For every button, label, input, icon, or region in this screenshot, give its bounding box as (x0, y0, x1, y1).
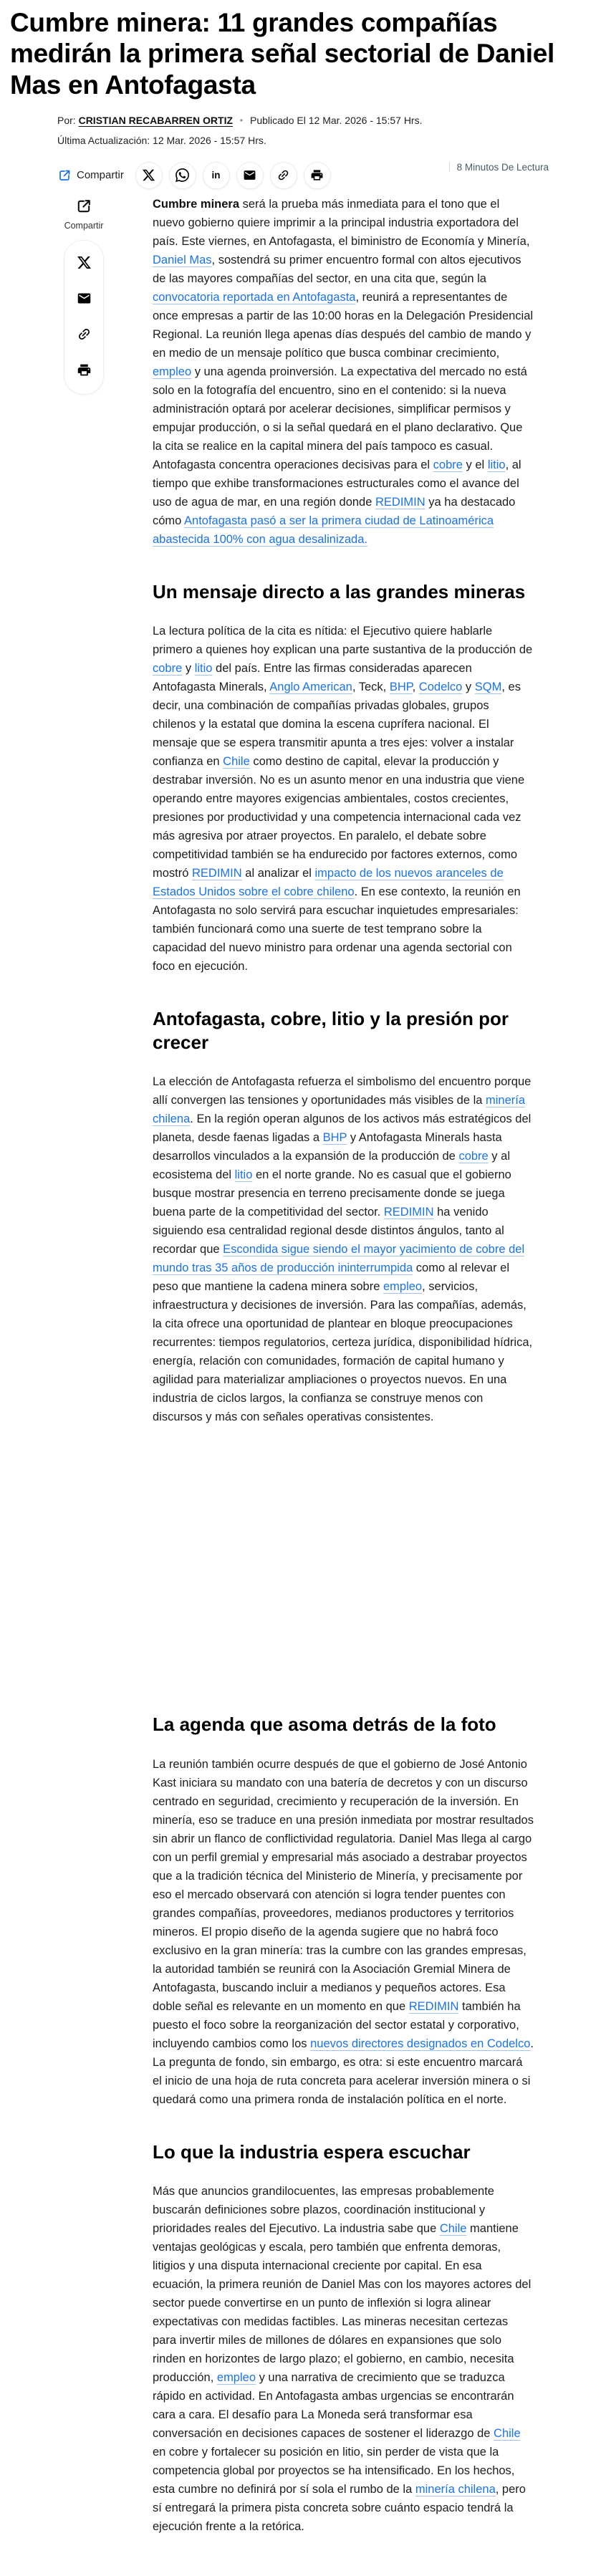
article-paragraph (153, 195, 534, 549)
article-body (153, 195, 534, 2576)
rail-print-button[interactable] (77, 362, 92, 380)
linkedin-share-button[interactable] (203, 162, 230, 189)
floating-share-rail (62, 198, 106, 395)
inline-link[interactable]: empleo (153, 365, 192, 378)
email-icon (243, 168, 256, 182)
paragraph-text: , (412, 681, 419, 694)
inline-link[interactable]: BHP (322, 1131, 347, 1145)
inline-link[interactable]: nuevos directores designados en Codelco (310, 2037, 531, 2050)
inline-link[interactable]: minería chilena (153, 1094, 526, 1126)
paragraph-text: como destino de capital, elevar la producción y destrabar inversión. No es un asunto menor en una industria que viene operando entre mayores exigencias ambientales, costos crecientes, presiones por productividad y una competencia internacional cada vez más agresiva por atraer proyectos. En paralelo, el debate sobre competitividad también se ha endurecido por factores externos, como mostró (153, 755, 525, 880)
byline-prefix: Por: (57, 114, 76, 126)
rail-email-button[interactable] (77, 291, 92, 308)
paragraph-text: y el (462, 458, 488, 471)
paragraph-text: y (182, 662, 195, 676)
paragraph-text: ha venido siguiendo esa centralidad regional desde distintos ángulos, tanto al recordar que (153, 1206, 504, 1256)
share-row (57, 162, 549, 189)
linkedin-icon (209, 168, 223, 182)
paragraph-text: , servicios, infraestructura y decisiones de inversión. Para las compañías, además, la cita ofrece una oportunidad de plantear en bloque preocupaciones recurrentes: tiempos regulatorios, certeza jurídica, disponibilidad hídrica, energía, relación con comunidades, formación de capital humano y agilidad para materializar ampliaciones o proyectos nuevos. En una industria de ciclos largos, la confianza se construye menos con discursos y más con señales operativas consistentes. (153, 1280, 533, 1424)
article-paragraph (153, 1755, 534, 2109)
inline-link[interactable]: empleo (216, 2371, 256, 2385)
paragraph-text: en el norte grande. No es casual que el gobierno busque mostrar presencia en terreno precisamente donde se juega buena parte de la competitividad del sector. (153, 1168, 511, 1219)
inline-link[interactable]: Escondida sigue siendo el mayor yacimiento de cobre del mundo tras 35 años de producción ininterrumpida (153, 1243, 525, 1275)
inline-link[interactable]: REDIMIN (408, 1999, 459, 2013)
inline-link[interactable]: Antofagasta pasó a ser la primera ciudad de Latinoamérica abastecida 100% con agua desalinizada. (153, 514, 494, 546)
paragraph-text: ya ha destacado cómo (153, 495, 516, 527)
article-paragraph (153, 622, 534, 976)
inline-link[interactable]: Chile (494, 2427, 521, 2441)
inline-link[interactable]: impacto de los nuevos aranceles de Estados Unidos sobre el cobre chileno (153, 867, 504, 899)
bold-lead-text: Cumbre minera (153, 197, 240, 211)
inline-link[interactable]: REDIMIN (192, 867, 242, 880)
paragraph-text: al analizar el (241, 867, 315, 880)
paragraph-text: y (462, 681, 475, 694)
rail-link-button[interactable] (77, 327, 92, 344)
inline-link[interactable]: cobre (153, 662, 183, 676)
byline (57, 115, 601, 146)
empty-ad-slot (153, 1445, 534, 1681)
share-label: Compartir (77, 169, 124, 182)
inline-link[interactable]: SQM (474, 681, 502, 694)
inline-link[interactable]: Anglo American (269, 681, 352, 694)
link-share-button[interactable] (270, 162, 297, 189)
paragraph-text: La lectura política de la cita es nítida: el Ejecutivo quiere hablarle primero a quienes hoy explican una parte sustantiva de la producción de (153, 625, 533, 657)
paragraph-text: , sostendrá su primer encuentro formal con altos ejecutivos de las mayores compañías del sector, en una cita que, según la (153, 253, 521, 285)
inline-link[interactable]: Chile (223, 755, 250, 769)
paragraph-text: , Teck, (352, 681, 390, 694)
section-heading: Lo que la industria espera escuchar (153, 2140, 471, 2163)
rail-x-button[interactable] (77, 255, 92, 272)
svg-text:in: in (211, 170, 221, 181)
paragraph-text: y una agenda proinversión. La expectativa del mercado no está solo en la fotografía del encuentro, sino en el contenido: si la nueva administración optará por acelerar decisiones, simplificar permisos y empujar producción, o si la señal quedará en el plano declarativo. Que la cita se realice en la capital minera del país tampoco es casual. Antofagasta concentra operaciones decisivas para el (153, 365, 527, 471)
read-time (449, 162, 549, 173)
page-title: Cumbre minera: 11 grandes compañías medirán la primera señal sectorial de Daniel Mas en Antofagasta (10, 8, 555, 100)
inline-link[interactable]: minería chilena (415, 2483, 496, 2496)
paragraph-text: , pero sí entregará la primera pista concreta sobre cuánto espacio tendrá la ejecución frente a la retórica. (153, 2483, 526, 2534)
rail-share-label: Compartir (64, 220, 104, 231)
inline-link[interactable]: litio (194, 662, 213, 676)
inline-link[interactable]: convocatoria reportada en Antofagasta (153, 290, 356, 304)
print-icon (77, 362, 92, 378)
paragraph-text: La elección de Antofagasta refuerza el simbolismo del encuentro porque allí convergen las tensiones y oportunidades más visibles de la (153, 1075, 532, 1107)
share-icon (57, 168, 72, 183)
paragraph-text: y Antofagasta Minerals hasta desarrollos vinculados a la expansión de la producción de (153, 1131, 502, 1163)
paragraph-text: , reunirá a representantes de once empresas a partir de las 10:00 horas en la Delegación Presidencial Regional. La reunión llega apenas días después del cambio de mando y en medio de un mensaje político que busca combinar crecimiento, (153, 290, 534, 360)
read-time-divider (449, 162, 450, 172)
section-heading: Un mensaje directo a las grandes mineras (153, 580, 526, 602)
share-button[interactable] (57, 168, 124, 183)
link-icon (77, 327, 92, 342)
read-time-label: 8 Minutos De Lectura (456, 161, 549, 173)
paragraph-text: Más que anuncios grandilocuentes, las empresas probablemente buscarán definiciones sobre plazos, coordinación institucional y prioridades reales del Ejecutivo. La industria sabe que (153, 2185, 494, 2236)
paragraph-text: . En ese contexto, la reunión en Antofagasta no solo servirá para escuchar inquietudes empresariales: también funcionará como una suerte de test temprano sobre la capacidad del nuevo ministro para ordenar una agenda sectorial con foco en ejecución. (153, 885, 521, 974)
share-icon (75, 198, 92, 215)
paragraph-text: del país. Entre las firmas consideradas aparecen Antofagasta Minerals, (153, 662, 472, 694)
whatsapp-icon (176, 168, 189, 182)
inline-link[interactable]: REDIMIN (383, 1206, 434, 1219)
inline-link[interactable]: Chile (439, 2222, 467, 2236)
paragraph-text: como al relevar el peso que mantiene la cadena minera sobre (153, 1261, 510, 1294)
byline-published-line (57, 115, 601, 126)
inline-link[interactable]: litio (234, 1168, 253, 1182)
paragraph-text: y al ecosistema del (153, 1150, 510, 1182)
inline-link[interactable]: cobre (458, 1150, 489, 1163)
content-area (0, 195, 601, 2576)
paragraph-text: mantiene ventajas geológicas y escala, pero también que enfrenta demoras, litigios y una disputa internacional creciente por capital. En esa ecuación, la primera reunión de Daniel Mas con los mayores actores del sector puede convertirse en un punto de inflexión si logra alinear expectativas con medidas factibles. Las mineras necesitan certezas para invertir miles de millones de dólares en expansiones que solo rinden en horizontes de largo plazo; el gobierno, en cambio, necesita producción, (153, 2222, 532, 2385)
paragraph-text: La reunión también ocurre después de que el gobierno de José Antonio Kast iniciara su mandato con una batería de decretos y con un discurso centrado en seguridad, crecimiento y recuperación de la inversión. En minería, eso se traduce en una presión inmediata por mostrar resultados sin abrir un flanco de conflictividad regulatoria. Daniel Mas llega al cargo con un perfil gremial y empresarial más asociado a destrabar proyectos que a la tradición técnica del Ministerio de Minería, y precisamente por eso el mercado observará con atención si logra tender puentes con grandes compañías, proveedores, medianos productores y territorios mineros. El propio diseño de la agenda sugiere que no habrá foco exclusivo en la gran minería: tras la cumbre con las grandes empresas, la autoridad también se reunirá con la Asociación Gremial Minera de Antofagasta, buscando incluir a medianos y pequeños actores. Esa doble señal es relevante en un momento en que (153, 1757, 534, 2013)
inline-link[interactable]: cobre (433, 458, 463, 471)
rail-share-button[interactable] (64, 198, 104, 231)
paragraph-text: , al tiempo que exhibe transformaciones estructurales como el avance del uso de agua de mar, en una región donde (153, 458, 521, 509)
x-icon (77, 255, 92, 270)
whatsapp-share-button[interactable] (169, 162, 196, 189)
paragraph-text: en cobre y fortalecer su posición en litio, sin perder de vista que la competencia global por proyectos se ha intensificado. En los hechos, esta cumbre no definirá por sí sola el rumbo de la (153, 2446, 515, 2496)
paragraph-text: , es decir, una combinación de compañías privadas globales, grupos chilenos y la estatal que domina la escena cuprífera nacional. El mensaje que se espera transmitir apunta a tres ejes: volver a instalar confianza en (153, 681, 521, 769)
paragraph-text: . La pregunta de fondo, sin embargo, es otra: si este encuentro marcará el inicio de una hoja de ruta concreta para acelerar inversión minera o si quedará como una primera ronda de instalación política en el norte. (153, 2037, 534, 2106)
paragraph-text: será la prueba más inmediata para el tono que el nuevo gobierno quiere imprimir a la principal industria exportadora del país. Este viernes, en Antofagasta, el biministro de Economía y Minería, (153, 197, 530, 248)
rail-share-box (64, 240, 104, 395)
section-heading: Antofagasta, cobre, litio y la presión por crecer (153, 1008, 509, 1053)
email-share-button[interactable] (236, 162, 264, 189)
print-icon (310, 168, 324, 182)
paragraph-text: también ha puesto el foco sobre la reorganización del sector estatal y corporativo, incluyendo cambios como los (153, 1999, 521, 2050)
email-icon (77, 291, 92, 306)
byline-separator: • (239, 115, 244, 125)
byline-updated-line: Última Actualización: 12 Mar. 2026 - 15:57 Hrs. (57, 134, 266, 146)
inline-link[interactable]: empleo (383, 1280, 423, 1294)
section-heading: La agenda que asoma detrás de la foto (153, 1714, 496, 1736)
inline-link[interactable]: Codelco (418, 681, 463, 694)
paragraph-text: y una narrativa de crecimiento que se traduzca rápido en actividad. En Antofagasta ambas urgencias se encontrarán cara a cara. El desafío para La Moneda será transformar esa conversación en decisiones capaces de sostener el liderazgo de (153, 2371, 514, 2441)
author-link[interactable]: CRISTIAN RECABARREN ORTIZ (78, 114, 234, 126)
link-icon (277, 168, 290, 182)
x-icon (142, 168, 155, 182)
article-paragraph (153, 1072, 534, 1426)
x-share-button[interactable] (135, 162, 163, 189)
share-buttons-group (135, 162, 331, 189)
inline-link[interactable]: Daniel Mas (153, 253, 212, 266)
inline-link[interactable]: BHP (389, 681, 413, 694)
paragraph-text: . En la región operan algunos de los activos más estratégicos del planeta, desde faenas ligadas a (153, 1112, 532, 1145)
article-paragraph (153, 2182, 534, 2536)
published-date: Publicado El 12 Mar. 2026 - 15:57 Hrs. (250, 114, 423, 126)
inline-link[interactable]: REDIMIN (375, 495, 425, 509)
print-share-button[interactable] (304, 162, 331, 189)
inline-link[interactable]: litio (487, 458, 506, 471)
